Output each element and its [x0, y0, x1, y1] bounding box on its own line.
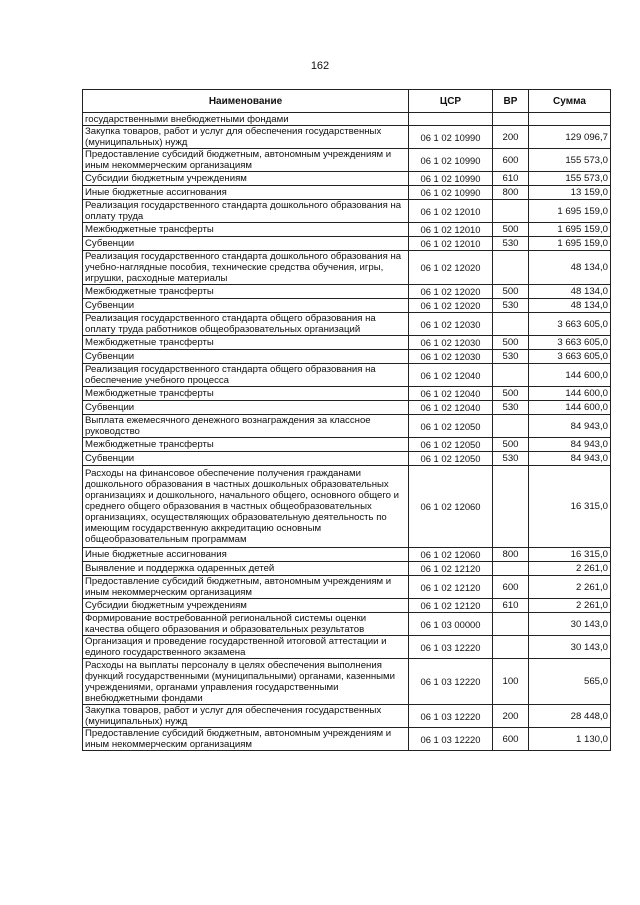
- table-header-row: [83, 90, 611, 113]
- cell-name: Закупка товаров, работ и услуг для обеспечения государственных (муниципальных) нужд: [83, 126, 409, 149]
- cell-code: 06 1 03 12220: [409, 705, 493, 728]
- cell-sum: 2 261,0: [529, 599, 611, 613]
- table-row: [83, 223, 611, 237]
- cell-sum: [529, 113, 611, 126]
- table-row: [83, 599, 611, 613]
- cell-sum: 48 134,0: [529, 299, 611, 313]
- cell-vr: [493, 113, 529, 126]
- cell-sum: 129 096,7: [529, 126, 611, 149]
- cell-name: Расходы на выплаты персоналу в целях обеспечения выполнения функций государственными (муниципальными) органами, казенными учреждениями, органами управления государственными внебюджетными фондами: [83, 659, 409, 705]
- table-row: [83, 313, 611, 336]
- cell-vr: 800: [493, 186, 529, 200]
- cell-vr: 500: [493, 387, 529, 401]
- cell-sum: 48 134,0: [529, 251, 611, 285]
- cell-vr: 610: [493, 599, 529, 613]
- cell-code: 06 1 02 12040: [409, 387, 493, 401]
- cell-sum: 84 943,0: [529, 415, 611, 438]
- cell-vr: [493, 636, 529, 659]
- cell-vr: [493, 466, 529, 548]
- table-row: [83, 659, 611, 705]
- cell-name: Субсидии бюджетным учреждениям: [83, 172, 409, 186]
- cell-vr: [493, 200, 529, 223]
- table-row: [83, 237, 611, 251]
- table-row: [83, 172, 611, 186]
- cell-code: 06 1 02 12120: [409, 576, 493, 599]
- cell-code: 06 1 02 12120: [409, 562, 493, 576]
- table-row: [83, 336, 611, 350]
- cell-sum: 3 663 605,0: [529, 350, 611, 364]
- table-row: [83, 364, 611, 387]
- table-row: [83, 126, 611, 149]
- cell-code: 06 1 03 12220: [409, 659, 493, 705]
- cell-sum: 1 695 159,0: [529, 237, 611, 251]
- cell-sum: 3 663 605,0: [529, 313, 611, 336]
- cell-code: 06 1 02 12020: [409, 299, 493, 313]
- cell-vr: 200: [493, 126, 529, 149]
- cell-name: Субвенции: [83, 237, 409, 251]
- cell-code: 06 1 02 12010: [409, 223, 493, 237]
- cell-name: Иные бюджетные ассигнования: [83, 548, 409, 562]
- cell-name: Реализация государственного стандарта общего образования на оплату труда работников общеобразовательных организаций: [83, 313, 409, 336]
- cell-code: 06 1 02 12040: [409, 401, 493, 415]
- cell-name: Закупка товаров, работ и услуг для обеспечения государственных (муниципальных) нужд: [83, 705, 409, 728]
- table-row: [83, 466, 611, 548]
- cell-vr: [493, 364, 529, 387]
- table-row: [83, 548, 611, 562]
- table-row: [83, 452, 611, 466]
- cell-vr: 530: [493, 350, 529, 364]
- table-row: [83, 613, 611, 636]
- cell-vr: 100: [493, 659, 529, 705]
- cell-vr: 800: [493, 548, 529, 562]
- cell-vr: [493, 313, 529, 336]
- cell-sum: 84 943,0: [529, 452, 611, 466]
- cell-name: Реализация государственного стандарта дошкольного образования на учебно-наглядные пособия, технические средства обучения, игры, игрушки, расходные материалы: [83, 251, 409, 285]
- cell-code: 06 1 02 12050: [409, 452, 493, 466]
- cell-sum: 144 600,0: [529, 387, 611, 401]
- table-row: [83, 415, 611, 438]
- cell-sum: 1 695 159,0: [529, 200, 611, 223]
- cell-sum: 2 261,0: [529, 576, 611, 599]
- cell-name: Межбюджетные трансферты: [83, 285, 409, 299]
- column-header-name: Наименование: [83, 90, 409, 113]
- cell-code: 06 1 02 10990: [409, 126, 493, 149]
- cell-code: 06 1 02 12060: [409, 466, 493, 548]
- cell-sum: 155 573,0: [529, 149, 611, 172]
- cell-sum: 144 600,0: [529, 364, 611, 387]
- cell-name: Предоставление субсидий бюджетным, автономным учреждениям и иным некоммерческим организациям: [83, 149, 409, 172]
- column-header-code: ЦСР: [409, 90, 493, 113]
- cell-name: Предоставление субсидий бюджетным, автономным учреждениям и иным некоммерческим организациям: [83, 576, 409, 599]
- cell-sum: 1 130,0: [529, 728, 611, 751]
- page-number: 162: [310, 60, 330, 72]
- table-row: [83, 186, 611, 200]
- cell-name: Предоставление субсидий бюджетным, автономным учреждениям и иным некоммерческим организациям: [83, 728, 409, 751]
- cell-vr: 600: [493, 728, 529, 751]
- cell-name: Межбюджетные трансферты: [83, 336, 409, 350]
- table-row: [83, 149, 611, 172]
- cell-name: Межбюджетные трансферты: [83, 387, 409, 401]
- cell-sum: 16 315,0: [529, 466, 611, 548]
- cell-name: Субвенции: [83, 350, 409, 364]
- cell-vr: 500: [493, 336, 529, 350]
- cell-name: Реализация государственного стандарта общего образования на обеспечение учебного процесса: [83, 364, 409, 387]
- cell-vr: 530: [493, 401, 529, 415]
- cell-vr: 530: [493, 237, 529, 251]
- column-header-sum: Сумма: [529, 90, 611, 113]
- cell-code: 06 1 02 12030: [409, 350, 493, 364]
- cell-sum: 565,0: [529, 659, 611, 705]
- column-header-vr: ВР: [493, 90, 529, 113]
- table-body: [83, 113, 611, 751]
- cell-code: 06 1 02 12120: [409, 599, 493, 613]
- cell-sum: 155 573,0: [529, 172, 611, 186]
- cell-vr: 200: [493, 705, 529, 728]
- cell-vr: [493, 562, 529, 576]
- cell-vr: 500: [493, 285, 529, 299]
- table-row: [83, 200, 611, 223]
- cell-sum: 144 600,0: [529, 401, 611, 415]
- cell-name: государственными внебюджетными фондами: [83, 113, 409, 126]
- cell-vr: 610: [493, 172, 529, 186]
- cell-sum: 3 663 605,0: [529, 336, 611, 350]
- cell-code: 06 1 02 12050: [409, 415, 493, 438]
- cell-sum: 30 143,0: [529, 636, 611, 659]
- cell-sum: 16 315,0: [529, 548, 611, 562]
- cell-code: 06 1 02 10990: [409, 186, 493, 200]
- cell-vr: 530: [493, 299, 529, 313]
- cell-name: Субвенции: [83, 299, 409, 313]
- cell-vr: 530: [493, 452, 529, 466]
- cell-code: 06 1 03 00000: [409, 613, 493, 636]
- cell-code: 06 1 02 10990: [409, 172, 493, 186]
- cell-name: Субсидии бюджетным учреждениям: [83, 599, 409, 613]
- cell-sum: 84 943,0: [529, 438, 611, 452]
- cell-name: Субвенции: [83, 452, 409, 466]
- table-row: [83, 401, 611, 415]
- cell-code: 06 1 03 12220: [409, 728, 493, 751]
- table-row: [83, 562, 611, 576]
- table-row: [83, 251, 611, 285]
- cell-vr: 600: [493, 576, 529, 599]
- cell-name: Межбюджетные трансферты: [83, 223, 409, 237]
- cell-vr: 600: [493, 149, 529, 172]
- cell-name: Иные бюджетные ассигнования: [83, 186, 409, 200]
- cell-sum: 48 134,0: [529, 285, 611, 299]
- cell-code: 06 1 02 12010: [409, 237, 493, 251]
- cell-name: Выплата ежемесячного денежного вознаграждения за классное руководство: [83, 415, 409, 438]
- cell-sum: 13 159,0: [529, 186, 611, 200]
- cell-code: 06 1 02 10990: [409, 149, 493, 172]
- table-row: [83, 705, 611, 728]
- table-row: [83, 350, 611, 364]
- cell-vr: [493, 251, 529, 285]
- cell-code: 06 1 02 12040: [409, 364, 493, 387]
- cell-name: Формирование востребованной региональной системы оценки качества общего образования и образовательных результатов: [83, 613, 409, 636]
- cell-code: 06 1 02 12060: [409, 548, 493, 562]
- table-row: [83, 387, 611, 401]
- cell-vr: [493, 415, 529, 438]
- table-row: [83, 113, 611, 126]
- table-row: [83, 285, 611, 299]
- cell-code: 06 1 02 12010: [409, 200, 493, 223]
- cell-name: Выявление и поддержка одаренных детей: [83, 562, 409, 576]
- cell-vr: 500: [493, 438, 529, 452]
- cell-vr: [493, 613, 529, 636]
- cell-code: 06 1 02 12050: [409, 438, 493, 452]
- cell-name: Расходы на финансовое обеспечение получения гражданами дошкольного образования в частных дошкольных образовательных организациях и дошкольного, начального общего, основного общего и среднего общего образования в частных общеобразовательных организациях, осуществляющих образовательную деятельность по имеющим государственную аккредитацию основным общеобразовательным программам: [83, 466, 409, 548]
- cell-sum: 1 695 159,0: [529, 223, 611, 237]
- cell-name: Межбюджетные трансферты: [83, 438, 409, 452]
- budget-table: [82, 89, 611, 751]
- cell-name: Организация и проведение государственной итоговой аттестации и единого государственного экзамена: [83, 636, 409, 659]
- cell-code: [409, 113, 493, 126]
- cell-sum: 2 261,0: [529, 562, 611, 576]
- table-row: [83, 576, 611, 599]
- table-row: [83, 728, 611, 751]
- table-row: [83, 299, 611, 313]
- cell-code: 06 1 02 12020: [409, 251, 493, 285]
- cell-name: Субвенции: [83, 401, 409, 415]
- cell-vr: 500: [493, 223, 529, 237]
- cell-code: 06 1 02 12030: [409, 313, 493, 336]
- cell-code: 06 1 02 12020: [409, 285, 493, 299]
- cell-code: 06 1 03 12220: [409, 636, 493, 659]
- table-row: [83, 636, 611, 659]
- table-row: [83, 438, 611, 452]
- cell-sum: 30 143,0: [529, 613, 611, 636]
- cell-name: Реализация государственного стандарта дошкольного образования на оплату труда: [83, 200, 409, 223]
- cell-sum: 28 448,0: [529, 705, 611, 728]
- cell-code: 06 1 02 12030: [409, 336, 493, 350]
